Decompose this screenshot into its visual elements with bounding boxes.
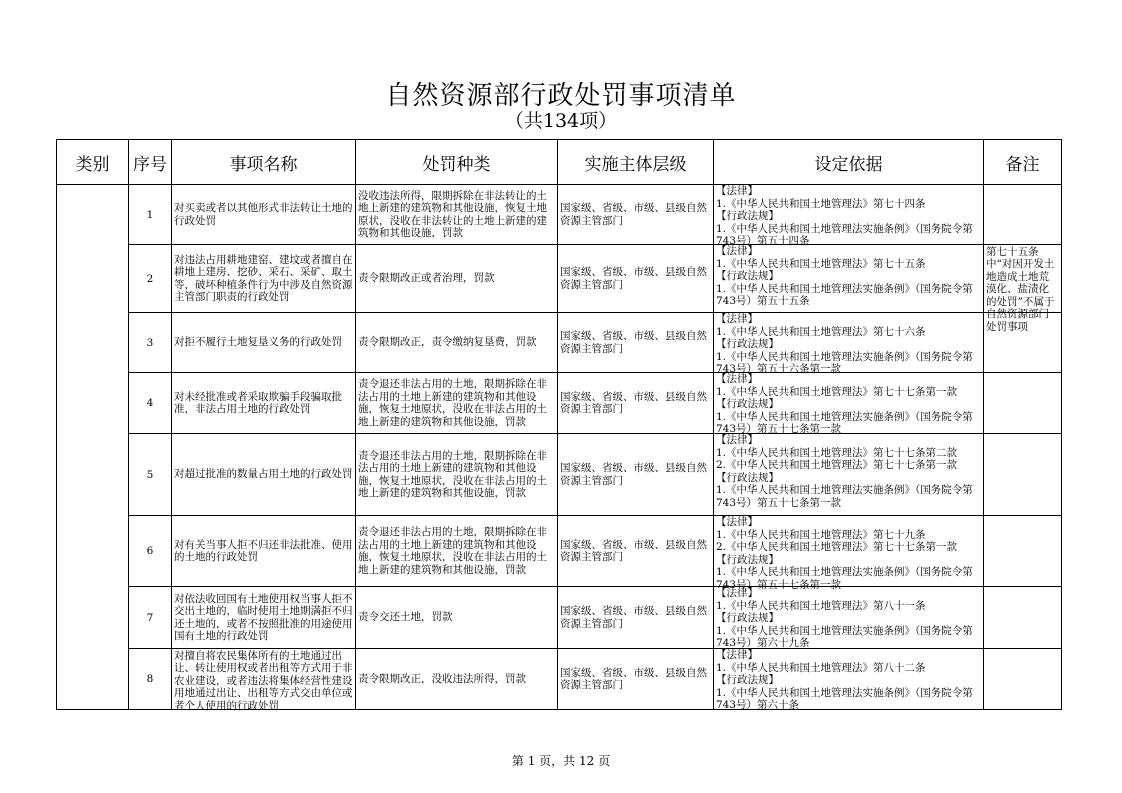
header-remarks: 备注 [984, 140, 1062, 185]
legal-basis-cell [714, 313, 984, 373]
legal-basis-line: 743号）第五十七条第一款 [716, 496, 842, 509]
item-number: 6 [146, 545, 154, 557]
item-name: 对依法收回国有土地使用权当事人拒不交出土地的，临时使用土地期满拒不归还土地的，或者不按照批准的用途使用国有土地的行政处罚 [174, 592, 353, 642]
penalty-type-cell [356, 516, 558, 587]
legal-basis-line: 【行政法规】 [716, 270, 779, 282]
penalty-items-table [56, 139, 1062, 710]
legal-basis-line: 2.《中华人民共和国土地管理法》第七十七条第一款 [716, 541, 958, 553]
legal-basis-line: 743号）第六十条 [716, 699, 800, 711]
remarks-cell [984, 245, 1062, 333]
item-number: 1 [146, 208, 154, 221]
legal-basis-line: 1.《中华人民共和国土地管理法实施条例》（国务院令第 [716, 686, 973, 699]
remarks-cell [984, 649, 1062, 710]
penalty-type-cell [356, 587, 558, 649]
legal-basis-line: 【法律】 [716, 516, 758, 528]
item-name: 对拒不履行土地复垦义务的行政处罚 [174, 336, 342, 349]
remarks-cell [984, 587, 1062, 649]
legal-basis-line: 【行政法规】 [716, 674, 779, 686]
implementing-level-cell [558, 587, 714, 649]
item-name-cell [172, 185, 356, 245]
implementing-level: 国家级、省级、市级、县级自然资源主管部门 [560, 462, 707, 487]
header-category: 类别 [57, 140, 129, 185]
remarks-cell [984, 185, 1062, 245]
legal-basis-line: 743号）第六十九条 [716, 637, 810, 649]
legal-basis-cell [714, 185, 984, 245]
legal-basis-cell [714, 373, 984, 434]
implementing-level-cell [558, 649, 714, 710]
item-name-cell [172, 516, 356, 587]
legal-basis-line: 【行政法规】 [716, 398, 779, 410]
header-implementing-level: 实施主体层级 [558, 140, 714, 185]
legal-basis-line: 【行政法规】 [716, 553, 779, 566]
remarks-cell [984, 434, 1062, 516]
item-name-cell [172, 313, 356, 373]
penalty-type-cell [356, 185, 558, 245]
legal-basis-line: 1.《中华人民共和国土地管理法》第七十七条第一款 [716, 385, 958, 398]
legal-basis [714, 245, 983, 308]
legal-basis-line: 【法律】 [716, 434, 758, 446]
legal-basis-line: 743号）第五十六条第一款 [716, 363, 842, 375]
legal-basis-line: 1.《中华人民共和国土地管理法》第七十九条 [716, 528, 926, 541]
category-cell [57, 185, 129, 710]
item-number-cell [129, 587, 172, 649]
table-row [57, 516, 1062, 587]
item-name-cell [172, 245, 356, 313]
item-number-cell [129, 434, 172, 516]
legal-basis-line: 【法律】 [716, 185, 758, 197]
page-footer: 第 1 页，共 12 页 [511, 754, 611, 768]
item-number-cell [129, 313, 172, 373]
item-name-cell [172, 587, 356, 649]
table-row [57, 373, 1062, 434]
legal-basis-line: 【行政法规】 [716, 210, 779, 222]
legal-basis-line: 1.《中华人民共和国土地管理法实施条例》（国务院令第 [716, 566, 973, 578]
legal-basis-line: 【行政法规】 [716, 338, 779, 350]
legal-basis-cell [714, 587, 984, 649]
implementing-level: 国家级、省级、市级、县级自然资源主管部门 [560, 202, 707, 227]
item-name-cell [172, 434, 356, 516]
legal-basis-line: 1.《中华人民共和国土地管理法实施条例》（国务院令第 [716, 410, 973, 423]
legal-basis-line: 【法律】 [716, 649, 758, 661]
item-name: 对有关当事人拒不归还非法批准、使用的土地的行政处罚 [174, 538, 353, 563]
implementing-level-cell [558, 245, 714, 313]
implementing-level: 国家级、省级、市级、县级自然资源主管部门 [560, 538, 707, 563]
item-number-cell [129, 516, 172, 587]
table-row [57, 245, 1062, 313]
penalty-type-cell [356, 434, 558, 516]
item-name: 对超过批准的数量占用土地的行政处罚 [174, 468, 353, 481]
legal-basis-line: 743号）第五十七条第一款 [716, 578, 842, 591]
item-number: 5 [146, 468, 154, 481]
legal-basis-line: 743号）第五十五条 [716, 295, 810, 307]
item-number: 3 [146, 336, 154, 349]
legal-basis-line: 1.《中华人民共和国土地管理法实施条例》（国务院令第 [716, 222, 973, 235]
legal-basis-cell [714, 649, 984, 710]
table-row [57, 185, 1062, 245]
penalty-type: 责令退还非法占用的土地，限期拆除在非法占用的土地上新建的建筑物和其他设施，恢复土地原状，没收在非法占用的土地上新建的建筑物和其他设施，罚款 [358, 449, 547, 499]
implementing-level: 国家级、省级、市级、县级自然资源主管部门 [560, 666, 707, 691]
implementing-level-cell [558, 516, 714, 587]
legal-basis-line: 1.《中华人民共和国土地管理法实施条例》（国务院令第 [716, 350, 973, 363]
implementing-level-cell [558, 313, 714, 373]
implementing-level: 国家级、省级、市级、县级自然资源主管部门 [560, 266, 707, 291]
legal-basis [714, 587, 983, 647]
legal-basis-line: 1.《中华人民共和国土地管理法实施条例》（国务院令第 [716, 624, 973, 637]
legal-basis-line: 1.《中华人民共和国土地管理法》第八十二条 [716, 661, 926, 674]
legal-basis [714, 516, 983, 591]
legal-basis-line: 1.《中华人民共和国土地管理法实施条例》（国务院令第 [716, 484, 973, 496]
item-name: 对擅自将农民集体所有的土地通过出让、转让使用权或者出租等方式用于非农业建设，或者违法将集体经营性建设用地通过出让、出租等方式交由单位或者个人使用的行政处罚 [174, 649, 353, 712]
item-number-cell [129, 245, 172, 313]
legal-basis [714, 649, 983, 711]
header-number: 序号 [129, 140, 172, 185]
document-title: 自然资源部行政处罚事项清单 [385, 81, 737, 111]
legal-basis-line: 【法律】 [716, 313, 758, 325]
penalty-type: 没收违法所得，限期拆除在非法转让的土地上新建的建筑物和其他设施，恢复土地原状，没收在非法转让的土地上新建的建筑物和其他设施，罚款 [358, 189, 547, 239]
implementing-level-cell [558, 434, 714, 516]
item-name: 对未经批准或者采取欺骗手段骗取批准，非法占用土地的行政处罚 [174, 390, 342, 415]
penalty-type: 责令退还非法占用的土地，限期拆除在非法占用的土地上新建的建筑物和其他设施，恢复土地原状，没收在非法占用的土地上新建的建筑物和其他设施，罚款 [358, 378, 547, 428]
table-row [57, 313, 1062, 373]
implementing-level-cell [558, 373, 714, 434]
legal-basis [714, 373, 983, 435]
item-name-cell [172, 649, 356, 710]
table-header-row [57, 140, 1062, 185]
legal-basis-line: 1.《中华人民共和国土地管理法》第八十一条 [716, 599, 926, 612]
penalty-type-cell [356, 245, 558, 313]
item-number-cell [129, 185, 172, 245]
item-number: 4 [146, 397, 154, 409]
legal-basis-line: 1.《中华人民共和国土地管理法》第七十五条 [716, 257, 926, 270]
legal-basis-line: 【法律】 [716, 245, 758, 257]
penalty-type: 责令退还非法占用的土地，限期拆除在非法占用的土地上新建的建筑物和其他设施，恢复土地原状，没收在非法占用的土地上新建的建筑物和其他设施，罚款 [358, 526, 547, 576]
implementing-level: 国家级、省级、市级、县级自然资源主管部门 [560, 390, 707, 415]
legal-basis-line: 2.《中华人民共和国土地管理法》第七十七条第一款 [716, 459, 958, 471]
item-number-cell [129, 373, 172, 434]
remarks-cell [984, 516, 1062, 587]
item-name: 对违法占用耕地建窑、建坟或者擅自在耕地上建房、挖砂、采石、采矿、取土等，破坏种植条件行为中涉及自然资源主管部门职责的行政处罚 [174, 253, 353, 303]
penalty-type: 责令交还土地，罚款 [358, 611, 453, 624]
implementing-level: 国家级、省级、市级、县级自然资源主管部门 [560, 330, 707, 355]
penalty-type-cell [356, 649, 558, 710]
implementing-level: 国家级、省级、市级、县级自然资源主管部门 [560, 605, 707, 630]
item-number: 2 [146, 272, 154, 285]
header-item-name: 事项名称 [172, 140, 356, 185]
legal-basis-cell [714, 434, 984, 516]
legal-basis-line: 743号）第五十七条第一款 [716, 423, 842, 435]
table-row [57, 587, 1062, 649]
penalty-type: 责令限期改正或者治理，罚款 [358, 272, 495, 285]
item-number-cell [129, 649, 172, 710]
legal-basis-line: 1.《中华人民共和国土地管理法》第七十四条 [716, 197, 926, 210]
item-number: 7 [146, 611, 154, 624]
document-subtitle: （共134项） [504, 110, 618, 132]
implementing-level-cell [558, 185, 714, 245]
legal-basis [714, 313, 983, 375]
legal-basis-line: 1.《中华人民共和国土地管理法实施条例》（国务院令第 [716, 282, 973, 295]
table-row [57, 649, 1062, 710]
item-name: 对买卖或者以其他形式非法转让土地的行政处罚 [174, 202, 353, 227]
legal-basis-line: 1.《中华人民共和国土地管理法》第七十七条第二款 [716, 446, 958, 459]
legal-basis-line: 【行政法规】 [716, 471, 779, 484]
penalty-type-cell [356, 313, 558, 373]
item-name-cell [172, 373, 356, 434]
header-legal-basis: 设定依据 [714, 140, 984, 185]
table-row [57, 434, 1062, 516]
legal-basis-line: 【法律】 [716, 373, 758, 385]
header-penalty-type: 处罚种类 [356, 140, 558, 185]
legal-basis-line: 【行政法规】 [716, 612, 779, 624]
legal-basis-line: 1.《中华人民共和国土地管理法》第七十六条 [716, 325, 926, 338]
legal-basis [714, 185, 983, 247]
legal-basis-cell [714, 245, 984, 313]
legal-basis-line: 【法律】 [716, 587, 758, 599]
legal-basis [714, 434, 983, 509]
remarks-cell [984, 373, 1062, 434]
penalty-type: 责令限期改正，没收违法所得，罚款 [358, 672, 526, 685]
penalty-type: 责令限期改正，责令缴纳复垦费，罚款 [358, 336, 537, 349]
penalty-type-cell [356, 373, 558, 434]
legal-basis-line: 743号）第五十四条 [716, 235, 810, 247]
legal-basis-cell [714, 516, 984, 591]
item-number: 8 [146, 673, 154, 685]
remarks: 第七十五条中“对因开发土地造成土地荒漠化、盐渍化的处罚”不属于自然资源部门处罚事项 [986, 245, 1055, 333]
